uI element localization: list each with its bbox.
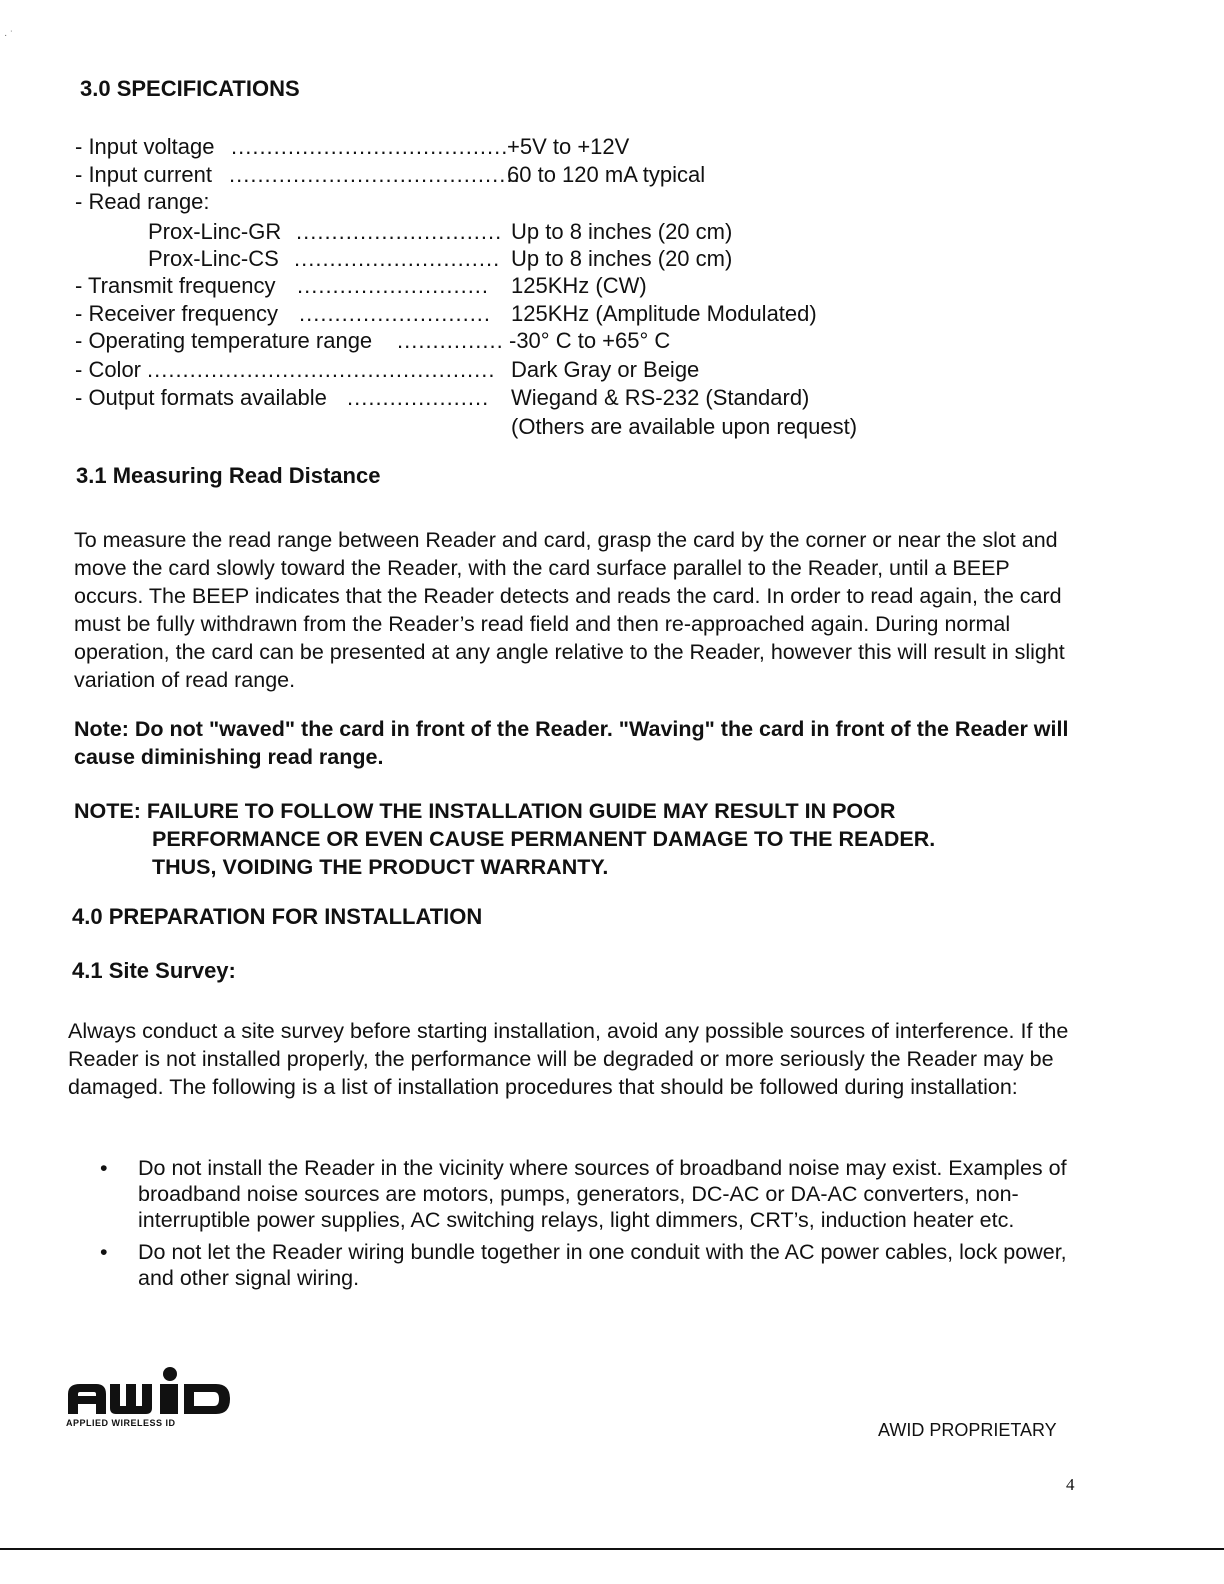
leader-dots: ................................................. xyxy=(147,357,496,382)
site-survey-paragraph: Always conduct a site survey before starting installation, avoid any possible sources of interference. If the Reader is not installed properly, the performance will be degraded or more seriously the Reader may be damaged. The following is a list of installation procedures that should be followed during installation: xyxy=(68,1019,1069,1099)
spec-value: 125KHz (Amplitude Modulated) xyxy=(511,301,817,326)
leader-dots: ............... xyxy=(397,328,504,353)
specifications-heading: 3.0 SPECIFICATIONS xyxy=(80,76,300,101)
spec-value: -30° C to +65° C xyxy=(509,328,671,353)
spec-label: - Read range: xyxy=(75,189,210,214)
logo-caption: APPLIED WIRELESS ID xyxy=(66,1418,176,1428)
spec-value: 60 to 120 mA typical xyxy=(507,162,706,187)
waving-note: Note: Do not "waved" the card in front of the Reader. "Waving" the card in front of the Reader will cause diminishing read range. xyxy=(74,717,1069,769)
list-item xyxy=(100,1239,1080,1291)
spec-label: - Color xyxy=(75,357,142,382)
section-4-0-heading: 4.0 PREPARATION FOR INSTALLATION xyxy=(72,904,483,929)
spec-label: - Receiver frequency xyxy=(75,301,278,326)
spec-value: 125KHz (CW) xyxy=(511,273,647,298)
spec-value: Up to 8 inches (20 cm) xyxy=(511,246,733,271)
installation-warning xyxy=(74,797,1074,881)
spec-label: Prox-Linc-CS xyxy=(148,246,279,271)
leader-dots: ......................................... xyxy=(229,162,521,187)
spec-label: - Input voltage xyxy=(75,134,215,159)
spec-value: Dark Gray or Beige xyxy=(511,357,700,382)
leader-dots: ........................... xyxy=(299,301,492,326)
list-item-text: Do not install the Reader in the vicinity where sources of broadband noise may exist. Examples of broadband noise sources are motors, pumps, generators, DC-AC or DA-AC converters, non-interruptible power supplies, AC switching relays, light dimmers, CRT’s, induction heater etc. xyxy=(138,1156,1067,1232)
spec-label: - Transmit frequency xyxy=(75,273,276,298)
leader-dots: ........................... xyxy=(297,273,490,298)
bottom-rule xyxy=(0,1548,1224,1550)
leader-dots: ............................. xyxy=(294,246,501,271)
leader-dots: ............................. xyxy=(296,219,503,244)
leader-dots: .................... xyxy=(347,385,490,410)
read-distance-paragraph: To measure the read range between Reader and card, grasp the card by the corner or near the slot and move the card slowly toward the Reader, with the card surface parallel to the Reader, until a BEEP occurs. The BEEP indicates that the Reader detects and reads the card. In order to read again, the card must be fully withdrawn from the Reader’s read field and then re-approached again. During normal operation, the card can be presented at any angle relative to the Reader, however this will result in slight variation of read range. xyxy=(74,528,1065,692)
installation-procedures-list xyxy=(100,1155,1080,1297)
spec-label: - Operating temperature range xyxy=(75,328,373,353)
list-item-text: Do not let the Reader wiring bundle together in one conduit with the AC power cables, lock power, and other signal wiring. xyxy=(138,1240,1067,1290)
warning-line-2: PERFORMANCE OR EVEN CAUSE PERMANENT DAMAGE TO THE READER. xyxy=(152,827,936,851)
warning-line-3: THUS, VOIDING THE PRODUCT WARRANTY. xyxy=(152,855,609,879)
section-3-1-heading: 3.1 Measuring Read Distance xyxy=(76,463,381,488)
spec-value: Up to 8 inches (20 cm) xyxy=(511,219,733,244)
spec-label: Prox-Linc-GR xyxy=(148,219,282,244)
section-4-1-heading: 4.1 Site Survey: xyxy=(72,958,236,983)
leader-dots: ....................................... xyxy=(231,134,509,159)
spec-label: - Input current xyxy=(75,162,212,187)
scan-specks: · ˙ xyxy=(4,30,14,41)
spec-label: - Output formats available xyxy=(75,385,327,410)
spec-value: +5V to +12V xyxy=(507,134,630,159)
list-item xyxy=(100,1155,1080,1233)
spec-value: (Others are available upon request) xyxy=(511,414,858,439)
proprietary-notice: AWID PROPRIETARY xyxy=(878,1420,1057,1440)
spec-value: Wiegand & RS-232 (Standard) xyxy=(511,385,810,410)
bullet-icon: • xyxy=(100,1156,108,1180)
bullet-icon: • xyxy=(100,1240,108,1264)
warning-line-1: NOTE: FAILURE TO FOLLOW THE INSTALLATION GUIDE MAY RESULT IN POOR xyxy=(74,799,896,823)
page-number: 4 xyxy=(1066,1475,1075,1494)
